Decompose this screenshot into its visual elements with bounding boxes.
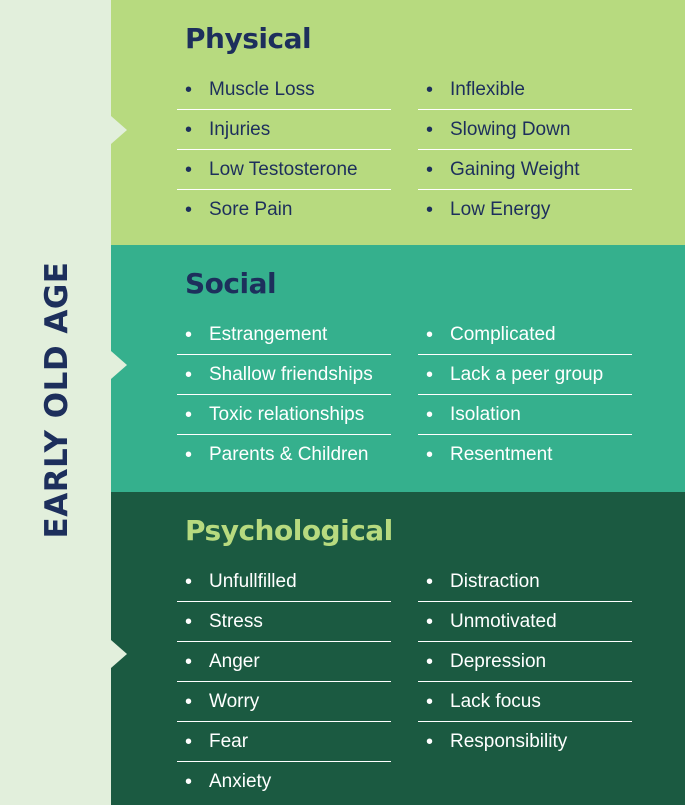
list-item — [418, 562, 632, 602]
bullet-icon: • — [426, 571, 434, 593]
list-item-label: Slowing Down — [450, 119, 571, 140]
bullet-icon: • — [426, 364, 434, 386]
list-item-label: Low Testosterone — [209, 159, 358, 180]
list-item — [418, 70, 632, 110]
list-item — [177, 682, 391, 722]
list-item-label: Unfullfilled — [209, 571, 297, 592]
list-item-label: Fear — [209, 731, 249, 752]
section-title-physical: Physical — [185, 22, 312, 55]
list-item — [418, 682, 632, 722]
section-title-psychological: Psychological — [185, 514, 393, 547]
list-item-label: Depression — [450, 651, 547, 672]
bullet-icon: • — [426, 444, 434, 466]
list-item-label: Unmotivated — [450, 611, 557, 632]
bullet-icon: • — [426, 611, 434, 633]
bullet-icon: • — [185, 691, 193, 713]
list-item-label: Isolation — [450, 404, 521, 425]
list-item-label: Distraction — [450, 571, 540, 592]
list-item-label: Complicated — [450, 324, 556, 345]
bullet-icon: • — [185, 199, 193, 221]
list-item-label: Sore Pain — [209, 199, 293, 220]
list-item — [418, 190, 632, 230]
list-item — [177, 315, 391, 355]
section-notch — [111, 640, 127, 668]
list-item-label: Low Energy — [450, 199, 551, 220]
physical-left-list — [177, 70, 391, 230]
list-item-label: Anxiety — [209, 771, 272, 792]
bullet-icon: • — [185, 324, 193, 346]
bullet-icon: • — [185, 119, 193, 141]
sidebar-title: EARLY OLD AGE — [39, 261, 75, 539]
list-item-label: Parents & Children — [209, 444, 369, 465]
list-item — [418, 435, 632, 475]
social-left-list — [177, 315, 391, 475]
list-item-label: Gaining Weight — [450, 159, 580, 180]
list-item — [418, 110, 632, 150]
list-item — [177, 642, 391, 682]
list-item-label: Toxic relationships — [209, 404, 365, 425]
bullet-icon: • — [426, 651, 434, 673]
list-item-label: Muscle Loss — [209, 79, 315, 100]
list-item-label: Injuries — [209, 119, 271, 140]
section-notch — [111, 351, 127, 379]
bullet-icon: • — [185, 444, 193, 466]
list-item — [177, 762, 391, 802]
list-item — [177, 355, 391, 395]
list-item-label: Inflexible — [450, 79, 525, 100]
list-item — [177, 395, 391, 435]
section-psychological — [111, 492, 685, 805]
list-item-label: Shallow friendships — [209, 364, 373, 385]
list-item — [177, 190, 391, 230]
bullet-icon: • — [426, 404, 434, 426]
list-item — [177, 110, 391, 150]
list-item — [177, 150, 391, 190]
list-item-label: Resentment — [450, 444, 553, 465]
physical-right-list — [418, 70, 632, 230]
bullet-icon: • — [185, 611, 193, 633]
section-notch — [111, 116, 127, 144]
list-item-label: Estrangement — [209, 324, 328, 345]
list-item — [418, 355, 632, 395]
section-physical — [111, 0, 685, 245]
list-item — [418, 722, 632, 762]
bullet-icon: • — [185, 571, 193, 593]
bullet-icon: • — [426, 159, 434, 181]
bullet-icon: • — [426, 324, 434, 346]
bullet-icon: • — [426, 199, 434, 221]
list-item-label: Lack a peer group — [450, 364, 604, 385]
section-social — [111, 245, 685, 492]
bullet-icon: • — [426, 119, 434, 141]
list-item-label: Anger — [209, 651, 260, 672]
list-item — [418, 602, 632, 642]
list-item — [177, 70, 391, 110]
list-item — [177, 562, 391, 602]
list-item — [177, 722, 391, 762]
bullet-icon: • — [426, 691, 434, 713]
psychological-right-list — [418, 562, 632, 762]
list-item — [177, 435, 391, 475]
bullet-icon: • — [185, 651, 193, 673]
bullet-icon: • — [185, 364, 193, 386]
list-item — [418, 395, 632, 435]
bullet-icon: • — [185, 731, 193, 753]
bullet-icon: • — [185, 404, 193, 426]
bullet-icon: • — [185, 771, 193, 793]
list-item-label: Worry — [209, 691, 260, 712]
list-item — [418, 642, 632, 682]
psychological-left-list — [177, 562, 391, 802]
list-item — [418, 150, 632, 190]
bullet-icon: • — [426, 731, 434, 753]
list-item-label: Lack focus — [450, 691, 541, 712]
bullet-icon: • — [185, 159, 193, 181]
list-item — [177, 602, 391, 642]
section-title-social: Social — [185, 267, 277, 300]
bullet-icon: • — [426, 79, 434, 101]
list-item-label: Responsibility — [450, 731, 568, 752]
bullet-icon: • — [185, 79, 193, 101]
list-item-label: Stress — [209, 611, 263, 632]
social-right-list — [418, 315, 632, 475]
sidebar — [0, 0, 111, 805]
list-item — [418, 315, 632, 355]
